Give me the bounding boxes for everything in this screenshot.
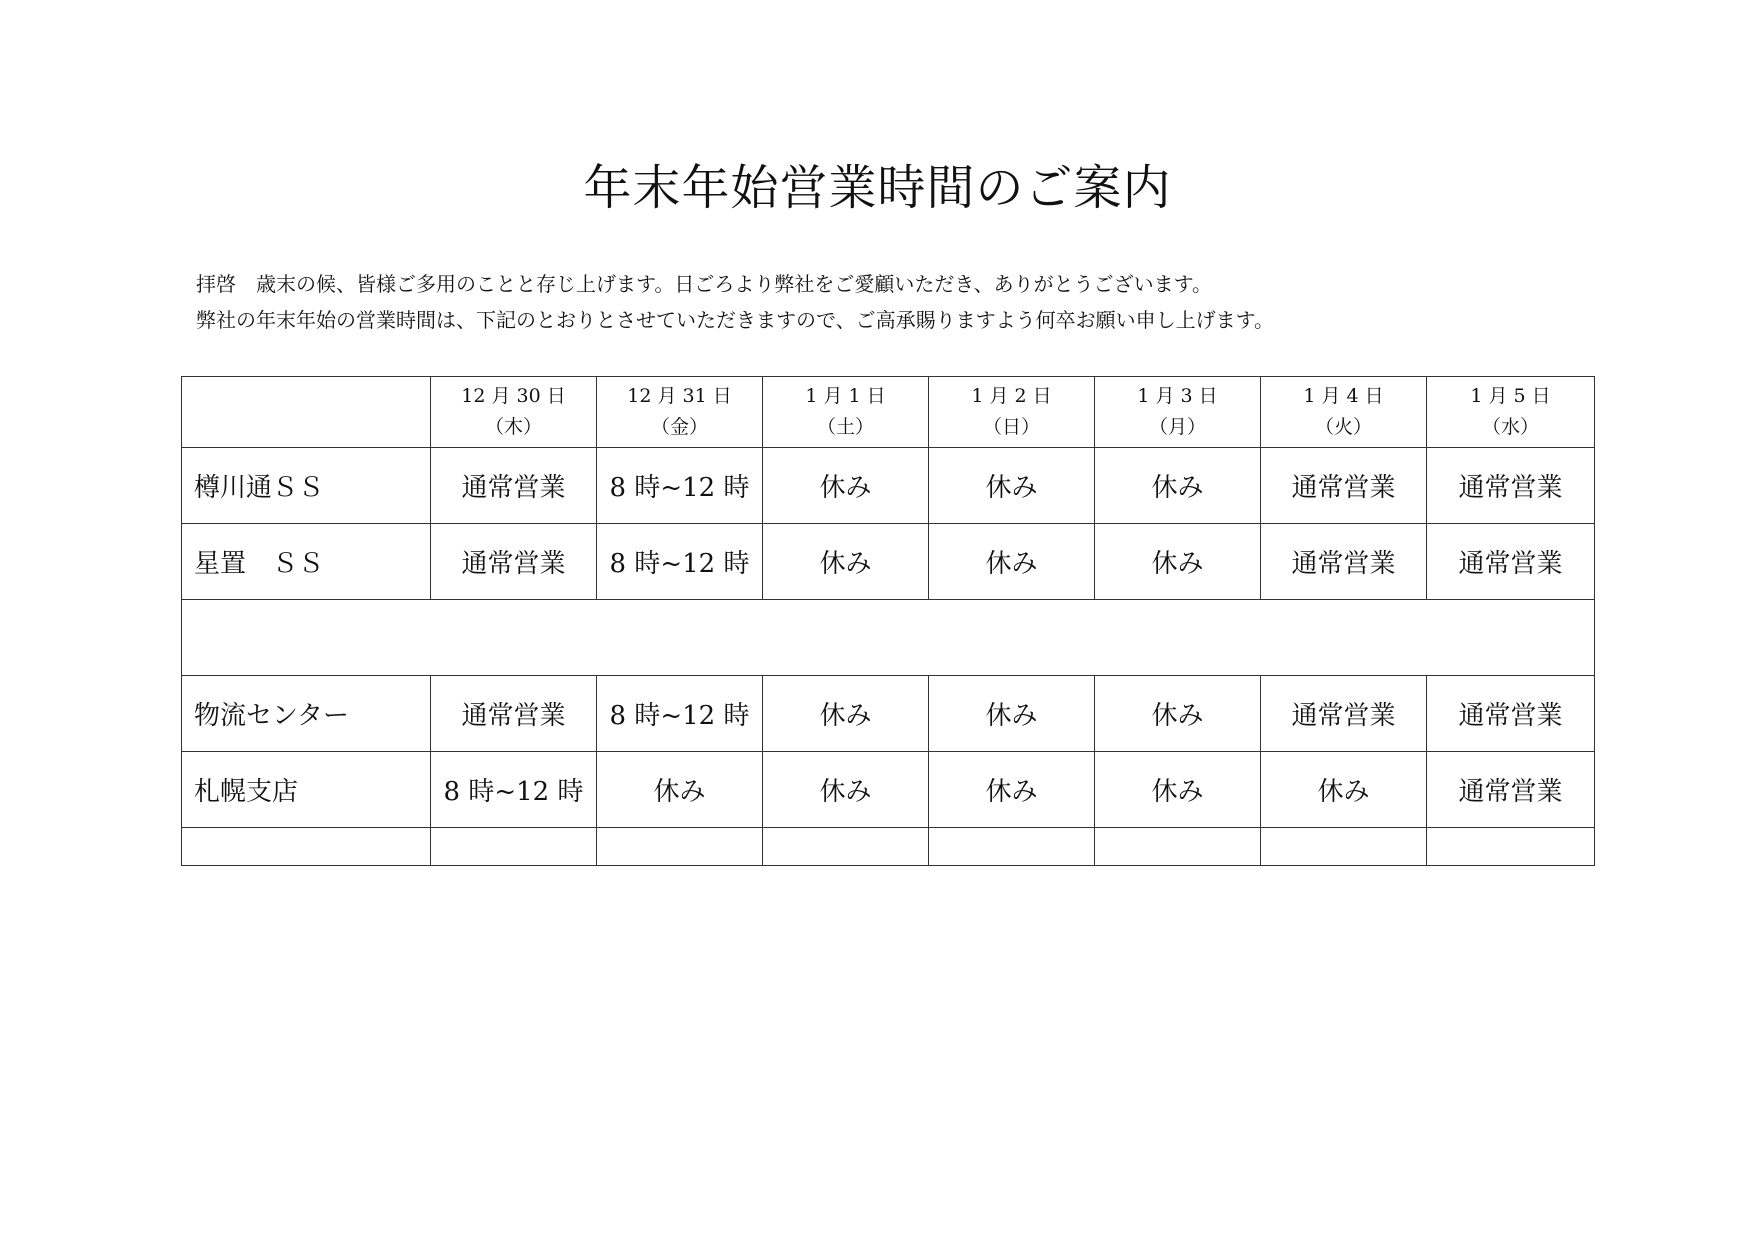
header-cell-jan1 [763, 377, 929, 448]
header-weekday: （金） [650, 416, 708, 438]
hours-cell: 通常営業 [431, 448, 597, 524]
header-date: 12 月 30 日 [461, 385, 566, 407]
hours-cell: 通常営業 [1427, 448, 1595, 524]
header-date: 1 月 5 日 [1470, 385, 1551, 407]
hours-cell: 休み [763, 448, 929, 524]
hours-cell: 通常営業 [1261, 448, 1427, 524]
header-date: 1 月 1 日 [805, 385, 886, 407]
table-row [182, 676, 1595, 752]
table-row [182, 524, 1595, 600]
page-title: 年末年始営業時間のご案内 [583, 160, 1172, 216]
hours-cell: 休み [1095, 524, 1261, 600]
empty-cell [929, 828, 1095, 866]
hours-cell: 8 時~12 時 [431, 752, 597, 828]
hours-cell: 通常営業 [431, 524, 597, 600]
hours-cell: 休み [929, 676, 1095, 752]
hours-cell: 休み [1261, 752, 1427, 828]
location-name: 物流センター [182, 676, 431, 752]
empty-cell [1095, 828, 1261, 866]
location-name: 札幌支店 [182, 752, 431, 828]
hours-cell: 休み [763, 676, 929, 752]
location-name: 星置 ＳＳ [182, 524, 431, 600]
table-spacer-row [182, 600, 1595, 676]
empty-cell [1427, 828, 1595, 866]
hours-cell: 通常営業 [1427, 524, 1595, 600]
header-cell-jan3 [1095, 377, 1261, 448]
hours-cell: 休み [763, 752, 929, 828]
header-weekday: （木） [484, 416, 542, 438]
header-weekday: （土） [816, 416, 874, 438]
hours-cell: 8 時~12 時 [597, 676, 763, 752]
greeting-line-2: 弊社の年末年始の営業時間は、下記のとおりとさせていただきますので、ご高承賜りますよう何卒お願い申し上げます。 [196, 308, 1274, 332]
hours-cell: 休み [929, 752, 1095, 828]
header-weekday: （日） [982, 416, 1040, 438]
table-row [182, 448, 1595, 524]
table-row [182, 752, 1595, 828]
spacer-cell [182, 600, 1595, 676]
header-weekday: （水） [1481, 416, 1539, 438]
hours-cell: 8 時~12 時 [597, 448, 763, 524]
hours-cell: 休み [597, 752, 763, 828]
greeting-line-1: 拝啓 歳末の候、皆様ご多用のことと存じ上げます。日ごろより弊社をご愛顧いただき、ありがとうございます。 [196, 272, 1212, 296]
hours-cell: 休み [1095, 676, 1261, 752]
hours-cell: 休み [763, 524, 929, 600]
hours-cell: 8 時~12 時 [597, 524, 763, 600]
hours-cell: 通常営業 [1427, 752, 1595, 828]
empty-cell [763, 828, 929, 866]
header-date: 1 月 2 日 [971, 385, 1052, 407]
hours-cell: 休み [929, 524, 1095, 600]
hours-cell: 通常営業 [1261, 676, 1427, 752]
empty-cell [182, 828, 431, 866]
header-corner-cell [182, 377, 431, 448]
table-header-row [182, 377, 1595, 448]
hours-cell: 通常営業 [1261, 524, 1427, 600]
empty-cell [431, 828, 597, 866]
location-name: 樽川通ＳＳ [182, 448, 431, 524]
empty-cell [1261, 828, 1427, 866]
hours-cell: 通常営業 [1427, 676, 1595, 752]
header-cell-jan4 [1261, 377, 1427, 448]
header-cell-jan5 [1427, 377, 1595, 448]
header-cell-dec31 [597, 377, 763, 448]
header-weekday: （火） [1314, 416, 1372, 438]
hours-cell: 通常営業 [431, 676, 597, 752]
header-date: 12 月 31 日 [627, 385, 732, 407]
header-cell-jan2 [929, 377, 1095, 448]
header-date: 1 月 3 日 [1137, 385, 1218, 407]
hours-cell: 休み [1095, 448, 1261, 524]
greeting-paragraph [196, 266, 1274, 338]
hours-cell: 休み [1095, 752, 1261, 828]
table-empty-row [182, 828, 1595, 866]
business-hours-table [181, 376, 1595, 866]
header-weekday: （月） [1148, 416, 1206, 438]
header-date: 1 月 4 日 [1303, 385, 1384, 407]
header-cell-dec30 [431, 377, 597, 448]
empty-cell [597, 828, 763, 866]
hours-cell: 休み [929, 448, 1095, 524]
